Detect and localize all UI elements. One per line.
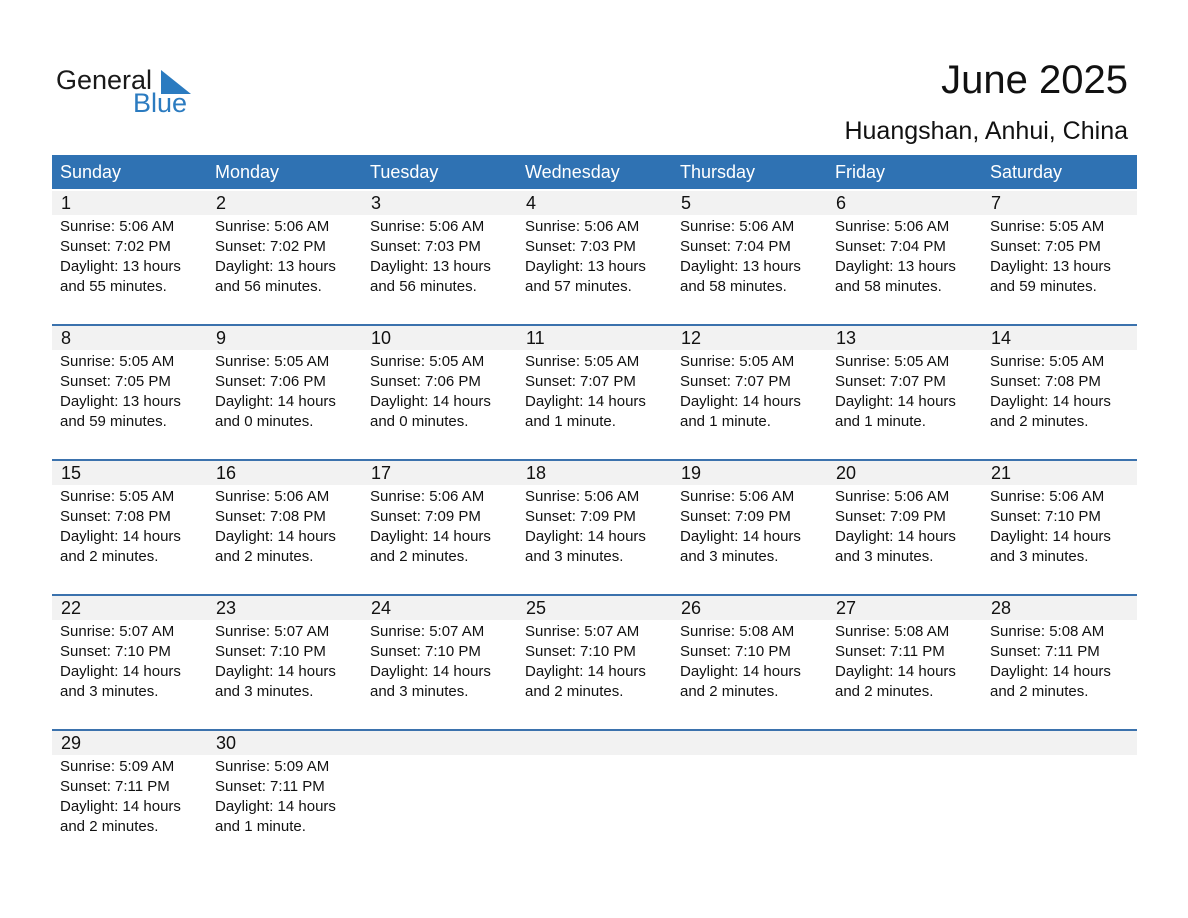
daylight-minutes-text: and 59 minutes. [990, 278, 1097, 295]
day-number: 27 [836, 598, 857, 618]
daylight-minutes-text: and 1 minute. [680, 413, 771, 430]
day-number: 26 [681, 598, 702, 618]
sunrise-text: Sunrise: 5:05 AM [370, 353, 485, 370]
day-number: 10 [371, 328, 392, 348]
sunrise-text: Sunrise: 5:06 AM [370, 218, 485, 235]
sunrise-text: Sunrise: 5:05 AM [60, 353, 175, 370]
day-cell [362, 324, 517, 459]
daylight-minutes-text: and 0 minutes. [370, 413, 469, 430]
sunset-text: Sunset: 7:03 PM [370, 238, 481, 255]
daylight-minutes-text: and 2 minutes. [60, 548, 159, 565]
sunset-text: Sunset: 7:04 PM [680, 238, 791, 255]
daylight-text: Daylight: 14 hours [215, 663, 336, 680]
daylight-minutes-text: and 2 minutes. [680, 683, 779, 700]
weekday-sunday: Sunday [60, 162, 122, 182]
day-number: 22 [61, 598, 82, 618]
sunset-text: Sunset: 7:06 PM [370, 373, 481, 390]
day-cell [672, 189, 827, 324]
sunrise-text: Sunrise: 5:09 AM [215, 758, 330, 775]
daylight-minutes-text: and 57 minutes. [525, 278, 632, 295]
logo [56, 64, 196, 120]
sunset-text: Sunset: 7:09 PM [370, 508, 481, 525]
day-number: 30 [216, 733, 237, 753]
day-cell [52, 189, 207, 324]
day-cell [207, 324, 362, 459]
day-sun-info [525, 487, 646, 567]
daylight-minutes-text: and 0 minutes. [215, 413, 314, 430]
calendar-week [52, 594, 1137, 729]
daylight-minutes-text: and 56 minutes. [370, 278, 477, 295]
day-cell [52, 729, 207, 864]
location-subtitle: Huangshan, Anhui, China [844, 117, 1128, 145]
day-cell [362, 729, 517, 864]
daylight-minutes-text: and 1 minute. [525, 413, 616, 430]
daylight-text: Daylight: 13 hours [990, 258, 1111, 275]
daylight-text: Daylight: 14 hours [835, 663, 956, 680]
sunset-text: Sunset: 7:07 PM [835, 373, 946, 390]
day-number: 8 [61, 328, 72, 348]
sunrise-text: Sunrise: 5:06 AM [680, 488, 795, 505]
daylight-minutes-text: and 2 minutes. [990, 683, 1089, 700]
sunset-text: Sunset: 7:11 PM [990, 643, 1100, 660]
day-number: 5 [681, 193, 692, 213]
day-sun-info [60, 487, 181, 567]
day-cell [517, 459, 672, 594]
weekday-thursday: Thursday [680, 162, 756, 182]
day-sun-info [990, 352, 1111, 432]
daylight-text: Daylight: 14 hours [990, 393, 1111, 410]
sunset-text: Sunset: 7:03 PM [525, 238, 636, 255]
weekday-header [52, 155, 1137, 189]
day-cell [207, 189, 362, 324]
daylight-text: Daylight: 14 hours [990, 528, 1111, 545]
sunrise-text: Sunrise: 5:06 AM [215, 218, 330, 235]
day-cell [982, 324, 1137, 459]
day-number: 15 [61, 463, 82, 483]
daylight-minutes-text: and 2 minutes. [370, 548, 469, 565]
week-days [52, 459, 1137, 594]
day-sun-info [215, 352, 336, 432]
day-cell [982, 459, 1137, 594]
sunset-text: Sunset: 7:08 PM [60, 508, 171, 525]
day-sun-info [60, 217, 181, 297]
day-cell [672, 594, 827, 729]
day-sun-info [835, 487, 956, 567]
sunset-text: Sunset: 7:07 PM [525, 373, 636, 390]
day-number: 25 [526, 598, 547, 618]
day-cell [982, 189, 1137, 324]
day-number: 13 [836, 328, 857, 348]
daylight-minutes-text: and 2 minutes. [990, 413, 1089, 430]
day-cell [517, 729, 672, 864]
day-cell [52, 324, 207, 459]
daylight-text: Daylight: 14 hours [835, 393, 956, 410]
day-cell [207, 459, 362, 594]
day-cell [362, 594, 517, 729]
sunset-text: Sunset: 7:11 PM [835, 643, 945, 660]
daylight-minutes-text: and 3 minutes. [990, 548, 1089, 565]
daylight-minutes-text: and 58 minutes. [835, 278, 942, 295]
day-cell [827, 324, 982, 459]
weekday-friday: Friday [835, 162, 886, 182]
day-sun-info [835, 217, 956, 297]
logo-general-text: General [56, 65, 153, 95]
day-cell [982, 594, 1137, 729]
calendar-week [52, 324, 1137, 459]
day-sun-info [525, 622, 646, 702]
day-sun-info [370, 622, 491, 702]
calendar-week [52, 729, 1137, 864]
calendar-week [52, 189, 1137, 324]
sunset-text: Sunset: 7:10 PM [370, 643, 481, 660]
day-sun-info [680, 622, 801, 702]
daylight-text: Daylight: 14 hours [215, 528, 336, 545]
daylight-minutes-text: and 3 minutes. [835, 548, 934, 565]
day-cell [362, 189, 517, 324]
week-days [52, 729, 1137, 864]
day-sun-info [60, 757, 181, 837]
sunset-text: Sunset: 7:09 PM [680, 508, 791, 525]
day-sun-info [525, 352, 646, 432]
sunset-text: Sunset: 7:08 PM [215, 508, 326, 525]
day-sun-info [680, 352, 801, 432]
day-number: 6 [836, 193, 847, 213]
week-days [52, 594, 1137, 729]
day-number: 14 [991, 328, 1012, 348]
sunset-text: Sunset: 7:02 PM [215, 238, 326, 255]
sunset-text: Sunset: 7:10 PM [680, 643, 791, 660]
daylight-minutes-text: and 2 minutes. [60, 818, 159, 835]
daylight-minutes-text: and 58 minutes. [680, 278, 787, 295]
sunrise-text: Sunrise: 5:06 AM [60, 218, 175, 235]
day-number: 19 [681, 463, 702, 483]
day-number: 7 [991, 193, 1002, 213]
logo-blue-text: Blue [133, 88, 188, 118]
day-sun-info [835, 622, 956, 702]
daylight-text: Daylight: 13 hours [370, 258, 491, 275]
day-sun-info [680, 487, 801, 567]
calendar [52, 155, 1137, 864]
daylight-text: Daylight: 14 hours [370, 528, 491, 545]
daylight-text: Daylight: 13 hours [835, 258, 956, 275]
daylight-minutes-text: and 3 minutes. [525, 548, 624, 565]
day-cell [207, 594, 362, 729]
daylight-minutes-text: and 3 minutes. [215, 683, 314, 700]
daylight-minutes-text: and 2 minutes. [215, 548, 314, 565]
daylight-text: Daylight: 13 hours [525, 258, 646, 275]
sunset-text: Sunset: 7:10 PM [990, 508, 1101, 525]
sunrise-text: Sunrise: 5:07 AM [370, 623, 485, 640]
sunrise-text: Sunrise: 5:06 AM [680, 218, 795, 235]
day-sun-info [990, 622, 1111, 702]
day-cell [517, 324, 672, 459]
sunrise-text: Sunrise: 5:09 AM [60, 758, 175, 775]
day-number: 4 [526, 193, 537, 213]
sunrise-text: Sunrise: 5:08 AM [990, 623, 1105, 640]
sunset-text: Sunset: 7:07 PM [680, 373, 791, 390]
sunrise-text: Sunrise: 5:06 AM [990, 488, 1105, 505]
day-sun-info [680, 217, 801, 297]
day-cell [827, 729, 982, 864]
daylight-minutes-text: and 56 minutes. [215, 278, 322, 295]
daylight-text: Daylight: 14 hours [835, 528, 956, 545]
day-sun-info [370, 217, 491, 297]
daylight-text: Daylight: 14 hours [680, 393, 801, 410]
daylight-text: Daylight: 14 hours [680, 528, 801, 545]
day-number: 18 [526, 463, 547, 483]
daylight-text: Daylight: 14 hours [215, 798, 336, 815]
daylight-text: Daylight: 13 hours [215, 258, 336, 275]
day-number: 21 [991, 463, 1012, 483]
day-number: 29 [61, 733, 82, 753]
day-cell [672, 729, 827, 864]
sunset-text: Sunset: 7:02 PM [60, 238, 171, 255]
day-sun-info [215, 487, 336, 567]
daylight-text: Daylight: 14 hours [525, 663, 646, 680]
daylight-minutes-text: and 59 minutes. [60, 413, 167, 430]
sunset-text: Sunset: 7:11 PM [215, 778, 325, 795]
daylight-text: Daylight: 13 hours [60, 393, 181, 410]
daylight-text: Daylight: 13 hours [60, 258, 181, 275]
daylight-minutes-text: and 3 minutes. [680, 548, 779, 565]
sunrise-text: Sunrise: 5:06 AM [835, 488, 950, 505]
daylight-text: Daylight: 14 hours [215, 393, 336, 410]
daylight-text: Daylight: 14 hours [60, 798, 181, 815]
day-number: 2 [216, 193, 227, 213]
page-title: June 2025 [941, 58, 1128, 102]
day-sun-info [215, 217, 336, 297]
sunrise-text: Sunrise: 5:05 AM [680, 353, 795, 370]
daylight-text: Daylight: 14 hours [680, 663, 801, 680]
calendar-weeks [52, 189, 1137, 864]
day-cell [517, 189, 672, 324]
daylight-text: Daylight: 14 hours [525, 528, 646, 545]
day-sun-info [60, 622, 181, 702]
daylight-text: Daylight: 14 hours [60, 528, 181, 545]
sunset-text: Sunset: 7:08 PM [990, 373, 1101, 390]
day-number: 11 [526, 328, 545, 348]
sunrise-text: Sunrise: 5:06 AM [525, 218, 640, 235]
day-number: 12 [681, 328, 702, 348]
day-cell [827, 594, 982, 729]
day-sun-info [990, 217, 1111, 297]
day-sun-info [60, 352, 181, 432]
sunrise-text: Sunrise: 5:05 AM [215, 353, 330, 370]
sunset-text: Sunset: 7:05 PM [60, 373, 171, 390]
day-number: 28 [991, 598, 1012, 618]
daylight-minutes-text: and 2 minutes. [525, 683, 624, 700]
sunrise-text: Sunrise: 5:07 AM [525, 623, 640, 640]
sunset-text: Sunset: 7:10 PM [215, 643, 326, 660]
sunrise-text: Sunrise: 5:07 AM [60, 623, 175, 640]
day-cell [362, 459, 517, 594]
sunrise-text: Sunrise: 5:05 AM [990, 353, 1105, 370]
sunset-text: Sunset: 7:11 PM [60, 778, 170, 795]
day-cell [207, 729, 362, 864]
daylight-text: Daylight: 13 hours [680, 258, 801, 275]
day-cell [672, 459, 827, 594]
day-cell [52, 459, 207, 594]
daylight-text: Daylight: 14 hours [525, 393, 646, 410]
weekday-wednesday: Wednesday [525, 162, 620, 182]
weekday-tuesday: Tuesday [370, 162, 439, 182]
week-days [52, 189, 1137, 324]
daylight-text: Daylight: 14 hours [990, 663, 1111, 680]
daylight-minutes-text: and 3 minutes. [370, 683, 469, 700]
sunset-text: Sunset: 7:04 PM [835, 238, 946, 255]
daylight-minutes-text: and 1 minute. [835, 413, 926, 430]
sunset-text: Sunset: 7:06 PM [215, 373, 326, 390]
sunrise-text: Sunrise: 5:08 AM [680, 623, 795, 640]
sunset-text: Sunset: 7:09 PM [835, 508, 946, 525]
daylight-text: Daylight: 14 hours [60, 663, 181, 680]
day-sun-info [990, 487, 1111, 567]
daylight-minutes-text: and 3 minutes. [60, 683, 159, 700]
day-number: 23 [216, 598, 237, 618]
day-number: 3 [371, 193, 382, 213]
sunrise-text: Sunrise: 5:07 AM [215, 623, 330, 640]
sunrise-text: Sunrise: 5:05 AM [990, 218, 1105, 235]
day-cell [982, 729, 1137, 864]
weekday-monday: Monday [215, 162, 280, 182]
weekday-saturday: Saturday [990, 162, 1063, 182]
day-sun-info [370, 487, 491, 567]
day-sun-info [215, 757, 336, 837]
daylight-text: Daylight: 14 hours [370, 393, 491, 410]
day-cell [672, 324, 827, 459]
day-number: 17 [371, 463, 392, 483]
sunset-text: Sunset: 7:10 PM [60, 643, 171, 660]
day-number: 9 [216, 328, 227, 348]
sunset-text: Sunset: 7:10 PM [525, 643, 636, 660]
week-days [52, 324, 1137, 459]
day-cell [827, 459, 982, 594]
sunrise-text: Sunrise: 5:06 AM [370, 488, 485, 505]
daylight-minutes-text: and 2 minutes. [835, 683, 934, 700]
day-cell [517, 594, 672, 729]
daylight-minutes-text: and 1 minute. [215, 818, 306, 835]
day-number: 16 [216, 463, 237, 483]
daylight-minutes-text: and 55 minutes. [60, 278, 167, 295]
day-sun-info [215, 622, 336, 702]
sunrise-text: Sunrise: 5:06 AM [215, 488, 330, 505]
day-cell [52, 594, 207, 729]
sunrise-text: Sunrise: 5:08 AM [835, 623, 950, 640]
sunset-text: Sunset: 7:05 PM [990, 238, 1101, 255]
sunrise-text: Sunrise: 5:06 AM [835, 218, 950, 235]
day-number: 1 [61, 193, 72, 213]
day-sun-info [525, 217, 646, 297]
sunset-text: Sunset: 7:09 PM [525, 508, 636, 525]
day-number: 20 [836, 463, 857, 483]
sunrise-text: Sunrise: 5:05 AM [525, 353, 640, 370]
day-number: 24 [371, 598, 392, 618]
sunrise-text: Sunrise: 5:05 AM [835, 353, 950, 370]
calendar-week [52, 459, 1137, 594]
day-cell [827, 189, 982, 324]
sunrise-text: Sunrise: 5:05 AM [60, 488, 175, 505]
day-sun-info [835, 352, 956, 432]
sunrise-text: Sunrise: 5:06 AM [525, 488, 640, 505]
daylight-text: Daylight: 14 hours [370, 663, 491, 680]
day-sun-info [370, 352, 491, 432]
